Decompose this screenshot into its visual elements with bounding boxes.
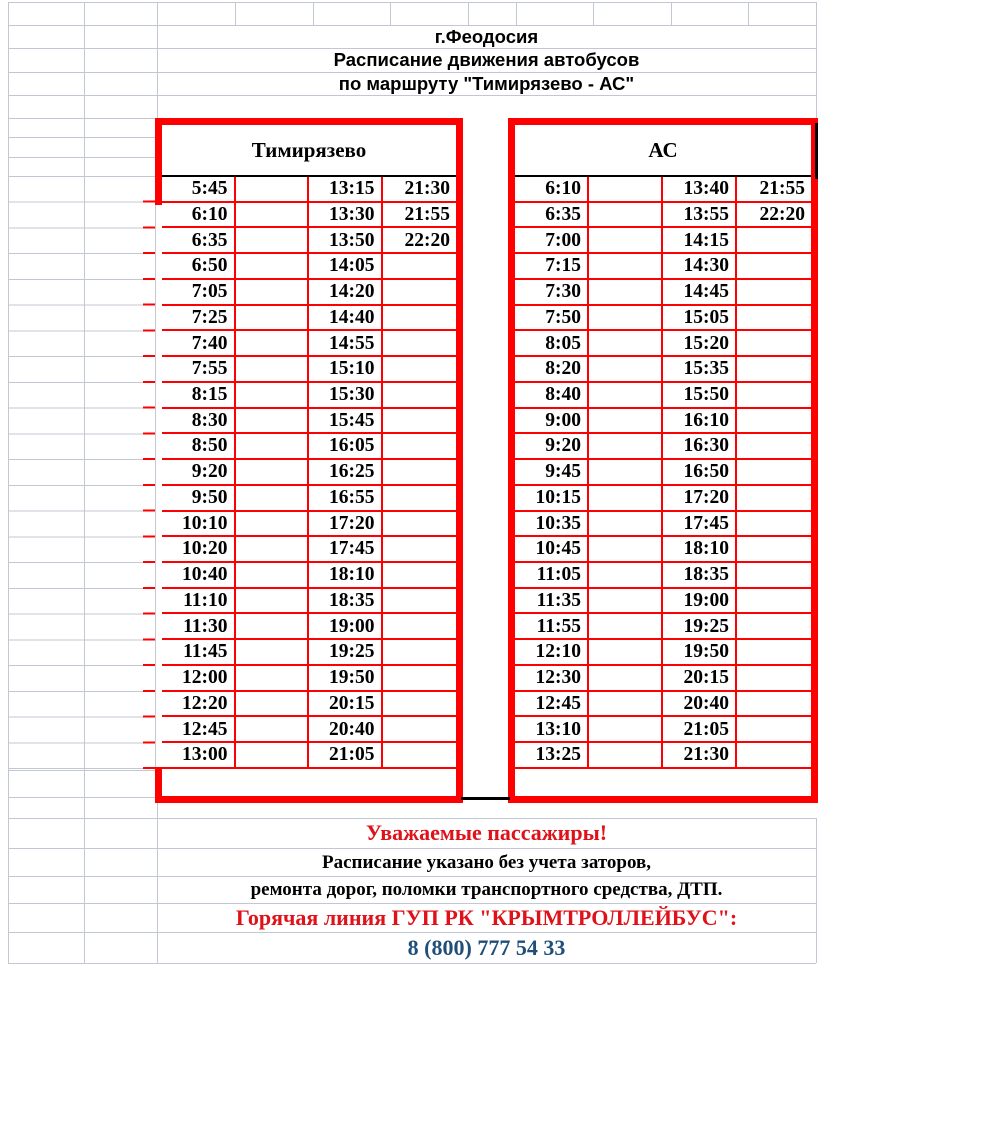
time-cell: 19:00 xyxy=(663,589,737,613)
time-cell xyxy=(236,331,310,355)
table-row xyxy=(162,486,456,512)
table-row xyxy=(515,306,811,332)
table-row xyxy=(162,203,456,229)
table-row xyxy=(515,717,811,743)
time-cell: 8:05 xyxy=(515,331,589,355)
time-cell: 15:05 xyxy=(663,306,737,330)
time-cell xyxy=(383,666,457,690)
time-cell: 15:35 xyxy=(663,357,737,381)
table-row xyxy=(515,280,811,306)
time-cell xyxy=(589,512,663,536)
time-cell: 7:25 xyxy=(162,306,236,330)
time-cell xyxy=(737,306,811,330)
table-row xyxy=(162,409,456,435)
time-cell: 21:30 xyxy=(663,743,737,767)
time-cell xyxy=(236,486,310,510)
time-cell xyxy=(236,254,310,278)
city-title: г.Феодосия xyxy=(434,25,539,47)
time-cell xyxy=(236,306,310,330)
time-cell xyxy=(589,383,663,407)
time-cell: 8:20 xyxy=(515,357,589,381)
time-cell: 7:55 xyxy=(162,357,236,381)
time-cell: 19:50 xyxy=(663,640,737,664)
time-cell xyxy=(589,640,663,664)
table-header-as: АС xyxy=(515,125,811,177)
table-row xyxy=(515,177,811,203)
time-cell: 17:20 xyxy=(309,512,383,536)
time-cell xyxy=(383,486,457,510)
table-row xyxy=(162,306,456,332)
time-cell: 16:55 xyxy=(309,486,383,510)
time-cell xyxy=(383,254,457,278)
time-cell: 12:45 xyxy=(162,717,236,741)
table-row xyxy=(162,537,456,563)
table-row xyxy=(162,383,456,409)
time-cell: 21:05 xyxy=(663,717,737,741)
time-cell: 6:10 xyxy=(162,203,236,227)
route-title: по маршруту "Тимирязево - АС" xyxy=(338,72,635,94)
timetable-timiryazevo xyxy=(155,118,463,803)
time-cell xyxy=(383,537,457,561)
notice-heading: Уважаемые пассажиры! xyxy=(365,820,608,845)
time-cell xyxy=(589,460,663,484)
time-cell: 14:05 xyxy=(309,254,383,278)
time-cell: 8:50 xyxy=(162,434,236,458)
time-cell: 8:15 xyxy=(162,383,236,407)
table-row xyxy=(515,692,811,718)
time-cell: 11:10 xyxy=(162,589,236,613)
time-cell xyxy=(236,743,310,767)
table-row xyxy=(515,614,811,640)
notice-line-2: ремонта дорог, поломки транспортного средства, ДТП. xyxy=(250,879,723,900)
time-cell: 10:40 xyxy=(162,563,236,587)
time-cell xyxy=(589,717,663,741)
time-cell xyxy=(589,666,663,690)
time-cell: 21:30 xyxy=(404,178,450,200)
time-cell: 12:45 xyxy=(515,692,589,716)
time-cell: 15:45 xyxy=(309,409,383,433)
time-cell xyxy=(236,460,310,484)
time-cell: 16:30 xyxy=(663,434,737,458)
table-row xyxy=(515,563,811,589)
time-cell: 7:05 xyxy=(162,280,236,304)
table-header-timiryazevo: Тимирязево xyxy=(162,125,456,177)
time-cell: 14:15 xyxy=(663,228,737,252)
table-row xyxy=(515,589,811,615)
time-cell xyxy=(236,563,310,587)
time-cell xyxy=(737,357,811,381)
table-row xyxy=(515,254,811,280)
time-cell xyxy=(589,228,663,252)
time-cell: 11:30 xyxy=(162,614,236,638)
time-cell: 8:40 xyxy=(515,383,589,407)
time-cell: 7:00 xyxy=(515,228,589,252)
time-cell xyxy=(383,512,457,536)
time-cell xyxy=(737,640,811,664)
time-cell: 7:30 xyxy=(515,280,589,304)
time-cell xyxy=(236,434,310,458)
table-row xyxy=(162,512,456,538)
time-cell: 21:55 xyxy=(404,203,450,225)
table-row xyxy=(162,589,456,615)
empty-row xyxy=(515,769,811,796)
time-cell: 8:30 xyxy=(162,409,236,433)
time-cell xyxy=(589,743,663,767)
time-cell: 13:30 xyxy=(309,203,383,227)
time-cell: 13:15 xyxy=(309,177,383,201)
time-cell: 18:35 xyxy=(663,563,737,587)
time-cell xyxy=(737,666,811,690)
table-row xyxy=(515,383,811,409)
time-cell xyxy=(589,254,663,278)
as-header-right-edge-line xyxy=(815,123,818,179)
table-row xyxy=(162,640,456,666)
time-cell: 6:10 xyxy=(515,177,589,201)
time-cell: 14:45 xyxy=(663,280,737,304)
time-cell: 14:55 xyxy=(309,331,383,355)
table-row xyxy=(515,743,811,769)
time-cell xyxy=(383,434,457,458)
table-row xyxy=(515,460,811,486)
time-cell: 6:50 xyxy=(162,254,236,278)
time-cell: 15:50 xyxy=(663,383,737,407)
time-cell: 15:10 xyxy=(309,357,383,381)
time-cell: 12:10 xyxy=(515,640,589,664)
time-cell xyxy=(236,666,310,690)
time-cell: 20:40 xyxy=(309,717,383,741)
table-row xyxy=(515,666,811,692)
table-row xyxy=(162,228,456,254)
time-cell: 10:35 xyxy=(515,512,589,536)
time-cell xyxy=(737,589,811,613)
time-cell: 19:50 xyxy=(309,666,383,690)
time-cell: 6:35 xyxy=(162,228,236,252)
table-row xyxy=(162,357,456,383)
time-cell: 11:05 xyxy=(515,563,589,587)
left-border-gap xyxy=(155,205,162,767)
time-cell xyxy=(236,537,310,561)
time-cell xyxy=(236,383,310,407)
table-row xyxy=(515,357,811,383)
table-row xyxy=(515,512,811,538)
time-cell xyxy=(236,512,310,536)
time-cell: 17:45 xyxy=(663,512,737,536)
time-cell xyxy=(589,306,663,330)
time-cell: 10:20 xyxy=(162,537,236,561)
time-cell: 21:55 xyxy=(759,178,805,200)
table-row xyxy=(162,331,456,357)
time-cell: 6:35 xyxy=(515,203,589,227)
time-cell xyxy=(383,383,457,407)
hotline-title: Горячая линия ГУП РК "КРЫМТРОЛЛЕЙБУС": xyxy=(235,904,738,930)
time-cell: 13:50 xyxy=(309,228,383,252)
time-cell xyxy=(383,331,457,355)
time-cell xyxy=(589,203,663,227)
time-cell xyxy=(737,614,811,638)
time-cell: 7:15 xyxy=(515,254,589,278)
time-cell xyxy=(737,383,811,407)
time-cell: 9:20 xyxy=(162,460,236,484)
time-cell xyxy=(737,409,811,433)
time-cell: 18:35 xyxy=(309,589,383,613)
time-cell xyxy=(589,537,663,561)
time-cell xyxy=(589,409,663,433)
time-cell: 10:10 xyxy=(162,512,236,536)
time-cell: 16:05 xyxy=(309,434,383,458)
time-cell xyxy=(589,589,663,613)
time-cell: 16:25 xyxy=(309,460,383,484)
table-row xyxy=(162,692,456,718)
table-row xyxy=(515,434,811,460)
empty-row xyxy=(162,769,456,796)
time-cell: 22:20 xyxy=(759,203,805,225)
time-cell xyxy=(383,589,457,613)
time-cell xyxy=(383,640,457,664)
time-cell: 10:45 xyxy=(515,537,589,561)
time-cell: 13:25 xyxy=(515,743,589,767)
table-row xyxy=(162,460,456,486)
time-cell: 12:30 xyxy=(515,666,589,690)
time-cell: 17:20 xyxy=(663,486,737,510)
time-cell xyxy=(589,692,663,716)
time-cell xyxy=(737,512,811,536)
time-cell: 22:20 xyxy=(404,229,450,251)
time-cell xyxy=(236,357,310,381)
time-cell xyxy=(737,692,811,716)
time-cell xyxy=(383,692,457,716)
timetable-body xyxy=(162,177,456,769)
time-cell xyxy=(589,331,663,355)
time-cell xyxy=(589,357,663,381)
time-cell xyxy=(383,460,457,484)
time-cell xyxy=(383,357,457,381)
time-cell: 5:45 xyxy=(162,177,236,201)
time-cell xyxy=(236,614,310,638)
time-cell xyxy=(236,640,310,664)
time-cell: 11:55 xyxy=(515,614,589,638)
time-cell: 13:00 xyxy=(162,743,236,767)
time-cell: 16:10 xyxy=(663,409,737,433)
table-row xyxy=(162,280,456,306)
time-cell xyxy=(383,743,457,767)
table-row xyxy=(515,640,811,666)
time-cell: 11:45 xyxy=(162,640,236,664)
table-row xyxy=(515,486,811,512)
time-cell xyxy=(737,486,811,510)
time-cell: 9:45 xyxy=(515,460,589,484)
table-row xyxy=(515,537,811,563)
time-cell: 21:05 xyxy=(309,743,383,767)
table-row xyxy=(162,434,456,460)
table-row xyxy=(515,228,811,254)
time-cell xyxy=(737,280,811,304)
timetable-as xyxy=(508,118,818,803)
time-cell: 10:15 xyxy=(515,486,589,510)
table-row xyxy=(515,203,811,229)
time-cell xyxy=(383,409,457,433)
time-cell: 20:15 xyxy=(309,692,383,716)
time-cell: 14:20 xyxy=(309,280,383,304)
time-cell xyxy=(383,280,457,304)
table-row xyxy=(162,177,456,203)
time-cell: 18:10 xyxy=(309,563,383,587)
time-cell xyxy=(236,228,310,252)
table-row xyxy=(162,743,456,769)
time-cell: 13:40 xyxy=(663,177,737,201)
time-cell xyxy=(236,177,310,201)
time-cell: 15:30 xyxy=(309,383,383,407)
time-cell: 19:25 xyxy=(663,614,737,638)
time-cell: 9:20 xyxy=(515,434,589,458)
time-cell xyxy=(737,460,811,484)
time-cell xyxy=(589,486,663,510)
time-cell: 9:00 xyxy=(515,409,589,433)
time-cell xyxy=(589,434,663,458)
time-cell xyxy=(383,717,457,741)
time-cell xyxy=(383,614,457,638)
time-cell: 15:20 xyxy=(663,331,737,355)
time-cell xyxy=(737,434,811,458)
time-cell: 13:55 xyxy=(663,203,737,227)
time-cell xyxy=(236,409,310,433)
hotline-phone: 8 (800) 777 54 33 xyxy=(407,934,566,960)
time-cell xyxy=(737,228,811,252)
time-cell: 14:40 xyxy=(309,306,383,330)
time-cell xyxy=(589,614,663,638)
time-cell: 17:45 xyxy=(309,537,383,561)
time-cell xyxy=(737,717,811,741)
margin-row-gridlines xyxy=(8,177,157,770)
timetable-body xyxy=(515,177,811,769)
time-cell xyxy=(236,692,310,716)
time-cell: 13:10 xyxy=(515,717,589,741)
tables-bottom-connector-line xyxy=(461,797,510,800)
time-cell: 12:00 xyxy=(162,666,236,690)
table-row xyxy=(162,717,456,743)
time-cell: 16:50 xyxy=(663,460,737,484)
time-cell: 7:50 xyxy=(515,306,589,330)
time-cell: 18:10 xyxy=(663,537,737,561)
time-cell xyxy=(737,563,811,587)
time-cell: 14:30 xyxy=(663,254,737,278)
table-row xyxy=(162,254,456,280)
time-cell xyxy=(236,717,310,741)
time-cell xyxy=(589,563,663,587)
table-row xyxy=(162,614,456,640)
time-cell: 11:35 xyxy=(515,589,589,613)
schedule-title: Расписание движения автобусов xyxy=(333,49,640,70)
time-cell xyxy=(236,589,310,613)
time-cell: 19:25 xyxy=(309,640,383,664)
notice-line-1: Расписание указано без учета заторов, xyxy=(321,851,652,873)
time-cell xyxy=(383,563,457,587)
time-cell: 20:40 xyxy=(663,692,737,716)
time-cell xyxy=(383,306,457,330)
time-cell: 19:00 xyxy=(309,614,383,638)
time-cell xyxy=(589,177,663,201)
time-cell xyxy=(236,280,310,304)
table-row xyxy=(515,331,811,357)
time-cell xyxy=(737,743,811,767)
table-row xyxy=(515,409,811,435)
time-cell xyxy=(589,280,663,304)
time-cell xyxy=(737,537,811,561)
time-cell: 20:15 xyxy=(663,666,737,690)
time-cell xyxy=(236,203,310,227)
time-cell xyxy=(737,254,811,278)
time-cell: 12:20 xyxy=(162,692,236,716)
time-cell xyxy=(737,331,811,355)
table-row xyxy=(162,563,456,589)
table-row xyxy=(162,666,456,692)
time-cell: 7:40 xyxy=(162,331,236,355)
time-cell: 9:50 xyxy=(162,486,236,510)
